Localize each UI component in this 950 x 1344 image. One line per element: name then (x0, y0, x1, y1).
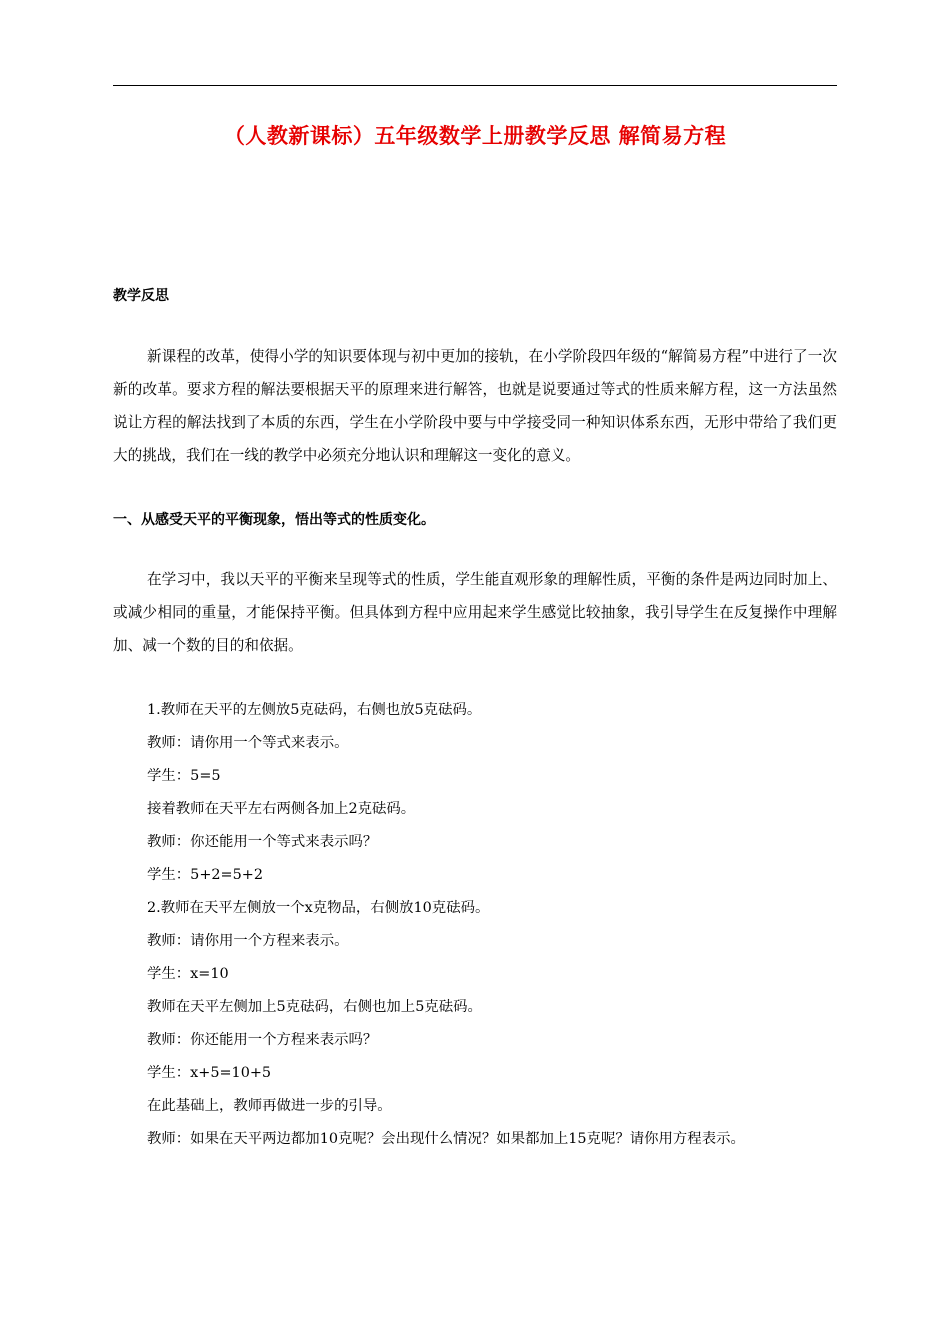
document-body (113, 285, 837, 1156)
dialogue-line: 学生：x=10 (147, 966, 229, 982)
dialogue-line: 在此基础上，教师再做进一步的引导。 (147, 1098, 392, 1114)
dialogue-line: 教师：你还能用一个方程来表示吗？ (147, 1032, 378, 1048)
dialogue-line: 学生：5=5 (147, 768, 221, 784)
dialogue-line: 教师：请你用一个方程来表示。 (147, 933, 349, 949)
dialogue-line: 2.教师在天平左侧放一个x克物品，右侧放10克砝码。 (147, 900, 490, 916)
section-heading-reflection: 教学反思 (113, 288, 169, 304)
dialogue-line: 教师：你还能用一个等式来表示吗？ (147, 834, 378, 850)
part1-paragraph: 在学习中，我以天平的平衡来呈现等式的性质，学生能直观形象的理解性质，平衡的条件是两边同时加上、或减少相同的重量，才能保持平衡。但具体到方程中应用起来学生感觉比较抽象，我引导学生在反复操作中理解加、减一个数的目的和依据。 (113, 571, 837, 654)
intro-paragraph: 新课程的改革，使得小学的知识要体现与初中更加的接轨，在小学阶段四年级的“解简易方程”中进行了一次新的改革。要求方程的解法要根据天平的原理来进行解答，也就是说要通过等式的性质来解方程，这一方法虽然说让方程的解法找到了本质的东西，学生在小学阶段中要与中学接受同一种知识体系东西，无形中带给了我们更大的挑战，我们在一线的教学中必须充分地认识和理解这一变化的意义。 (113, 348, 837, 464)
dialogue-line: 教师：请你用一个等式来表示。 (147, 735, 349, 751)
document-title: （人教新课标）五年级数学上册教学反思 解简易方程 (223, 124, 727, 148)
dialogue-line: 教师在天平左侧加上5克砝码，右侧也加上5克砝码。 (147, 999, 482, 1015)
dialogue-line: 学生：5+2=5+2 (147, 867, 263, 883)
section-heading-part1: 一、从感受天平的平衡现象，悟出等式的性质变化。 (113, 512, 435, 528)
dialogue-line: 1.教师在天平的左侧放5克砝码，右侧也放5克砝码。 (147, 702, 482, 718)
dialogue-list (113, 694, 837, 1156)
dialogue-line: 教师：如果在天平两边都加10克呢？会出现什么情况？如果都加上15克呢？请你用方程表示。 (147, 1131, 745, 1147)
header-rule (113, 85, 837, 86)
dialogue-line: 学生：x+5=10+5 (147, 1065, 272, 1081)
dialogue-line: 接着教师在天平左右两侧各加上2克砝码。 (147, 801, 416, 817)
